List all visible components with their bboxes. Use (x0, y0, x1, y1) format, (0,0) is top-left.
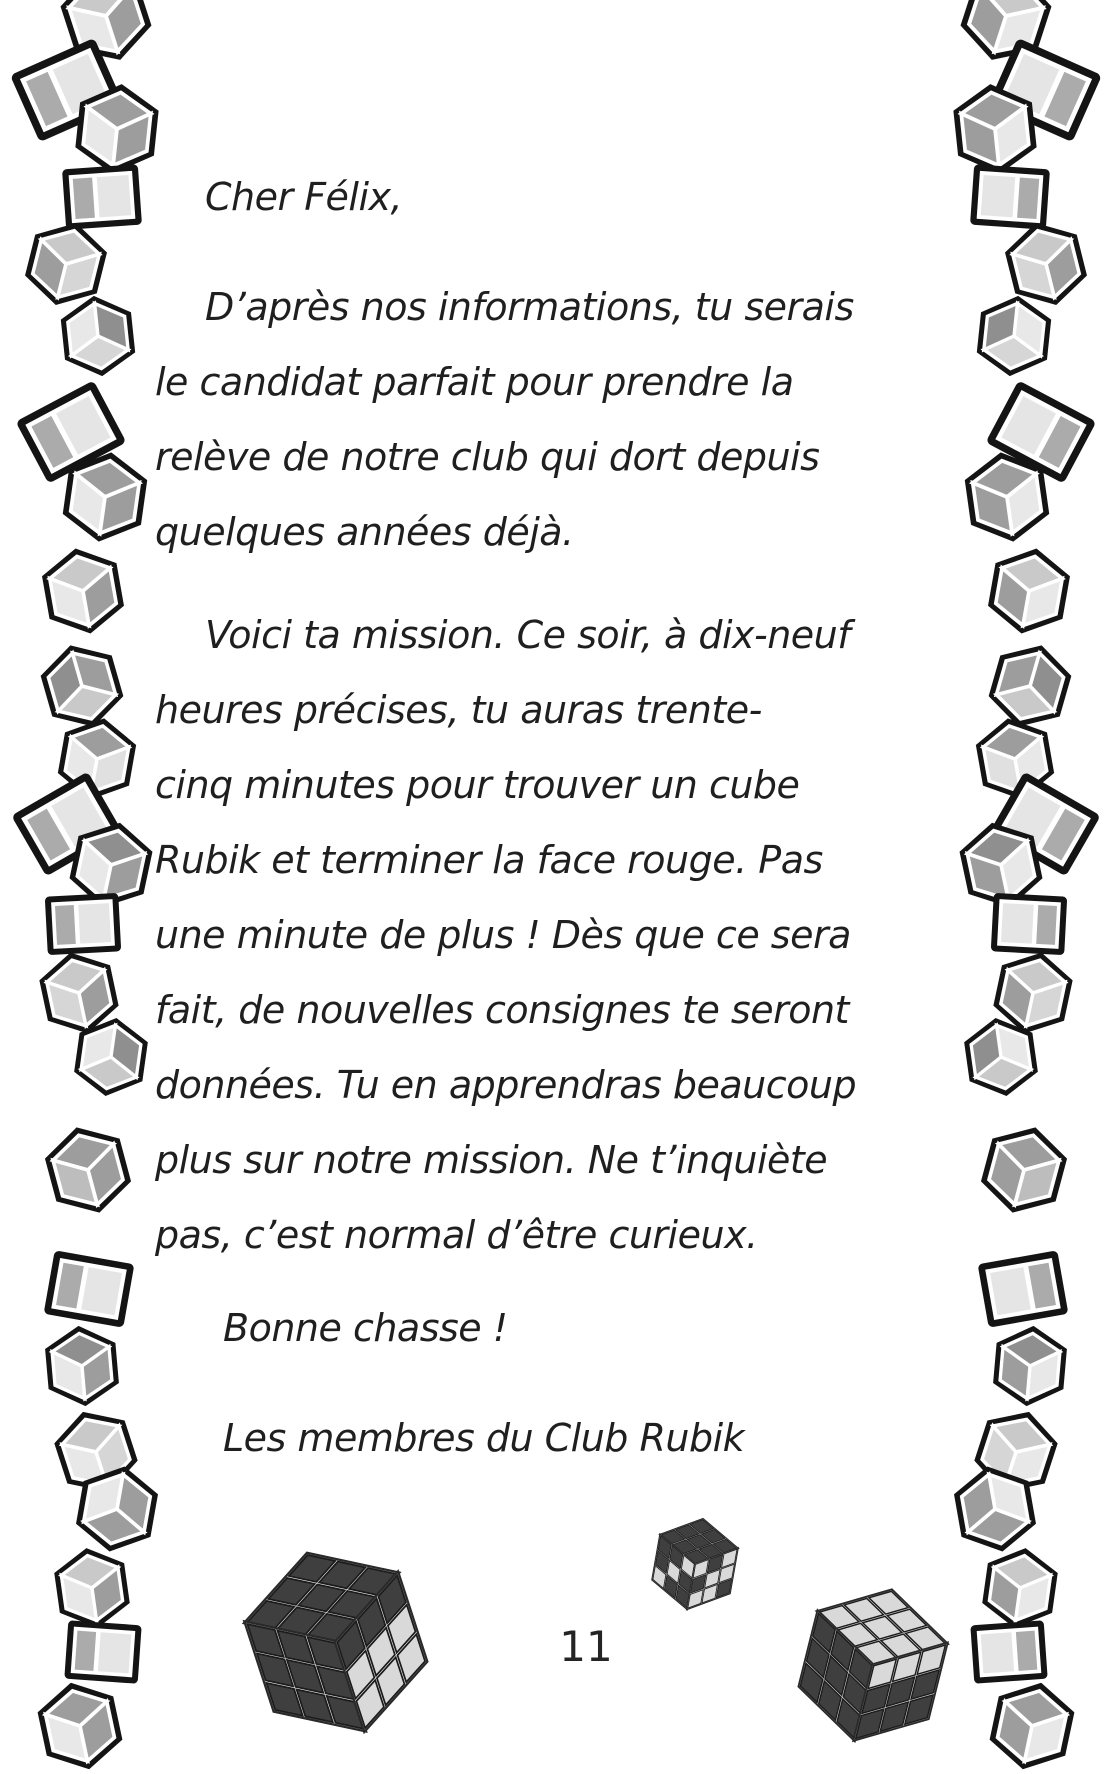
letter-line: plus sur notre mission. Ne t’inquiète (155, 1138, 828, 1182)
page-number: 11 (559, 1622, 613, 1671)
cube-icon (52, 290, 144, 382)
cube-icon (25, 1671, 134, 1774)
cube-icon (36, 1320, 127, 1411)
letter-line: Voici ta mission. Ce soir, à dix-neuf (205, 613, 851, 657)
letter-line: fait, de nouvelles consignes te seront (155, 988, 849, 1032)
letter-text (155, 160, 895, 1476)
cube-icon (968, 290, 1060, 382)
cube-icon (65, 1011, 158, 1104)
cube-icon (955, 1011, 1048, 1104)
cube-icon (984, 1320, 1075, 1411)
rubiks-cube-large-right (766, 1552, 980, 1774)
letter-line: le candidat parfait pour prendre la (155, 360, 794, 404)
letter-line: Rubik et terminer la face rouge. Pas (155, 838, 823, 882)
letter-line: heures précises, tu auras trente- (155, 688, 762, 732)
cube-icon (977, 1671, 1086, 1774)
cube-icon (977, 539, 1081, 643)
letter-line: une minute de plus ! Dès que ce sera (155, 913, 851, 957)
cube-icon (968, 1114, 1081, 1227)
letter-paragraph-1 (155, 270, 895, 570)
letter-line: données. Tu en apprendras beaucoup (155, 1063, 857, 1107)
cube-icon (954, 444, 1060, 550)
letter-closing: Bonne chasse ! (223, 1306, 508, 1350)
cube-icon (32, 1114, 145, 1227)
letter-line: pas, c’est normal d’être curieux. (155, 1213, 758, 1257)
letter-line: D’après nos informations, tu serais (205, 285, 854, 329)
letter-line: relève de notre club qui dort depuis (155, 435, 820, 479)
cube-icon (52, 444, 158, 550)
cube-icon (41, 1249, 137, 1329)
letter-greeting: Cher Félix, (205, 175, 403, 219)
cube-icon (31, 539, 135, 643)
rubiks-cube-small-middle (628, 1498, 762, 1630)
cube-icon (975, 1249, 1071, 1329)
rubiks-cube-large-left (200, 1508, 472, 1774)
letter-line: quelques années déjà. (155, 510, 574, 554)
letter-line: cinq minutes pour trouver un cube (155, 763, 800, 807)
letter-paragraph-2 (155, 598, 895, 1273)
letter-signature: Les membres du Club Rubik (223, 1416, 745, 1460)
